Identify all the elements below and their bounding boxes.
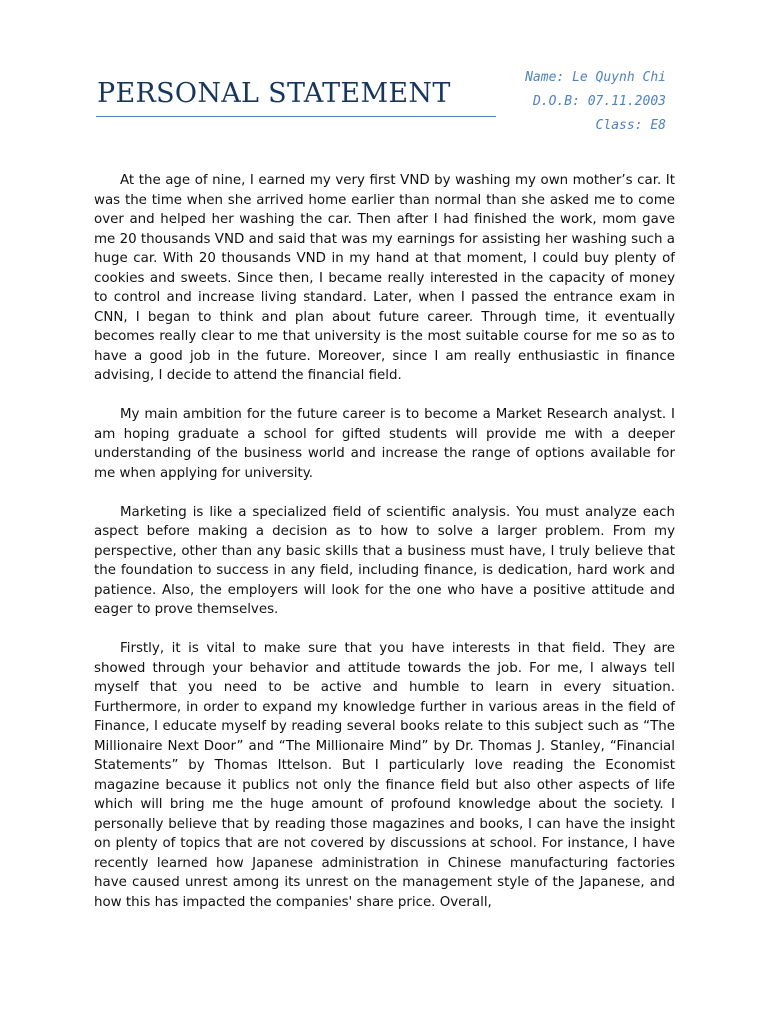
paragraph: My main ambition for the future career is to become a Market Research analyst. I am hoping graduate a school for gifted students will provide me with a deeper understanding of the business world and increase the range of options available for me when applying for university.: [94, 407, 675, 481]
paragraph: At the age of nine, I earned my very first VND by washing my own mother’s car. It was the time when she arrived home earlier than normal than she asked me to come over and helped her washing the car. Then after I had finished the work, mom gave me 20 thousands VND and said that was my earnings for assisting her washing such a huge car. With 20 thousands VND in my hand at that moment, I could buy plenty of cookies and sweets. Since then, I became really interested in the capacity of money to control and increase living standard. Later, when I passed the entrance exam in CNN, I began to think and plan about future career. Through time, it eventually becomes really clear to me that university is the most suitable course for me so as to have a good job in the future. Moreover, since I am really enthusiastic in finance advising, I decide to attend the financial field.: [94, 173, 675, 383]
paragraph: Marketing is like a specialized field of scientific analysis. You must analyze each aspect before making a decision as to how to solve a larger problem. From my perspective, other than any basic skills that a business must have, I truly believe that the foundation to success in any field, including finance, is dedication, hard work and patience. Also, the employers will look for the one who have a positive attitude and eager to prove themselves.: [94, 504, 675, 617]
document-title: PERSONAL STATEMENT: [97, 78, 451, 109]
author-class: Class: E8: [595, 118, 666, 133]
paragraph: Firstly, it is vital to make sure that you have interests in that field. They are showed through your behavior and attitude towards the job. For me, I always tell myself that you need to be active and humble to learn in every situation. Furthermore, in order to expand my knowledge further in various areas in the field of Finance, I educate myself by reading several books relate to this subject such as “The Millionaire Next Door” and “The Millionaire Mind” by Dr. Thomas J. Stanley, “Financial Statements” by Thomas Ittelson. But I particularly love reading the Economist magazine because it publics not only the finance field but also other aspects of life which will bring me the huge amount of profound knowledge about the society. I personally believe that by reading those magazines and books, I can have the insight on plenty of topics that are not covered by discussions at school. For instance, I have recently learned how Japanese administration in Chinese manufacturing factories have caused unrest among its unrest on the management style of the Japanese, and how this has impacted the companies' share price. Overall,: [94, 641, 675, 910]
statement-body: [94, 171, 675, 932]
title-underline: [96, 116, 496, 117]
author-dob: D.O.B: 07.11.2003: [532, 94, 666, 109]
author-info-block: [525, 66, 666, 138]
author-name: Name: Le Quynh Chi: [525, 70, 666, 85]
